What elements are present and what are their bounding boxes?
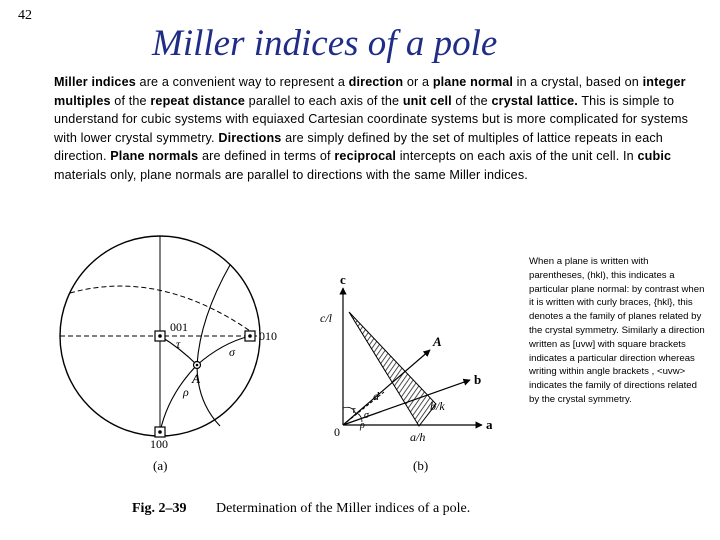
body-paragraph: Miller indices are a convenient way to represent a direction or a plane normal in a crystal, based on integer multiples of the repeat distance parallel to each axis of the unit cell of the crystal lattice. This is simple to understand for cubic systems with equiaxed Cartesian coordinate systems but is more complicated for systems with lower crystal symmetry. Directions are simply defined by the set of multiples of lattice repeats in each direction. Plane normals are defined in terms of reciprocal intercepts on each axis of the unit cell. In cubic materials only, plane normals are parallel to directions with the same Miller indices. xyxy=(54,75,689,182)
subfigure-a-label: (a) xyxy=(153,458,168,473)
label-tau: τ xyxy=(176,337,181,351)
label-rho-b: ρ xyxy=(360,420,365,431)
label-a-over-h: a/h xyxy=(410,430,426,444)
label-origin: 0 xyxy=(334,425,340,439)
label-sigma-b: σ xyxy=(364,410,369,421)
label-tau-b: τ xyxy=(352,405,356,416)
label-rho: ρ xyxy=(183,385,189,399)
label-d: d xyxy=(373,389,379,403)
stereographic-projection xyxy=(60,236,277,473)
caption-number: Fig. 2–39 xyxy=(132,501,187,516)
label-010: 010 xyxy=(259,329,277,343)
label-sigma: σ xyxy=(229,345,235,359)
label-b-over-k: b/k xyxy=(430,399,445,413)
label-a: a xyxy=(486,417,493,432)
slide-title: Miller indices of a pole xyxy=(152,23,498,64)
label-c-over-l: c/l xyxy=(320,311,332,325)
crystal-axes-diagram xyxy=(320,272,493,473)
subfigure-b-label: (b) xyxy=(413,458,429,473)
arc-sigma xyxy=(197,336,250,365)
label-001: 001 xyxy=(170,320,188,334)
caption-text: Determination of the Miller indices of a pole. xyxy=(216,501,471,516)
dashed-great-circle xyxy=(70,286,253,333)
label-A: A xyxy=(192,371,201,386)
slide-number: 42 xyxy=(18,8,32,23)
label-c: c xyxy=(340,272,346,287)
label-100: 100 xyxy=(150,437,168,451)
label-b: b xyxy=(474,372,482,387)
label-direction-A: A xyxy=(433,334,442,349)
side-note: When a plane is written with parentheses, (hkl), this indicates a particular plane normal: by contrast when it is written with curly braces, {hkl}, this denotes a the family of planes related by the crystal symmetry. Similarly a direction written as [uvw] with square brackets indicates a particular direction whereas writing within angle brackets , <uvw> indicates the family of directions related by the crystal symmetry. xyxy=(529,256,705,405)
